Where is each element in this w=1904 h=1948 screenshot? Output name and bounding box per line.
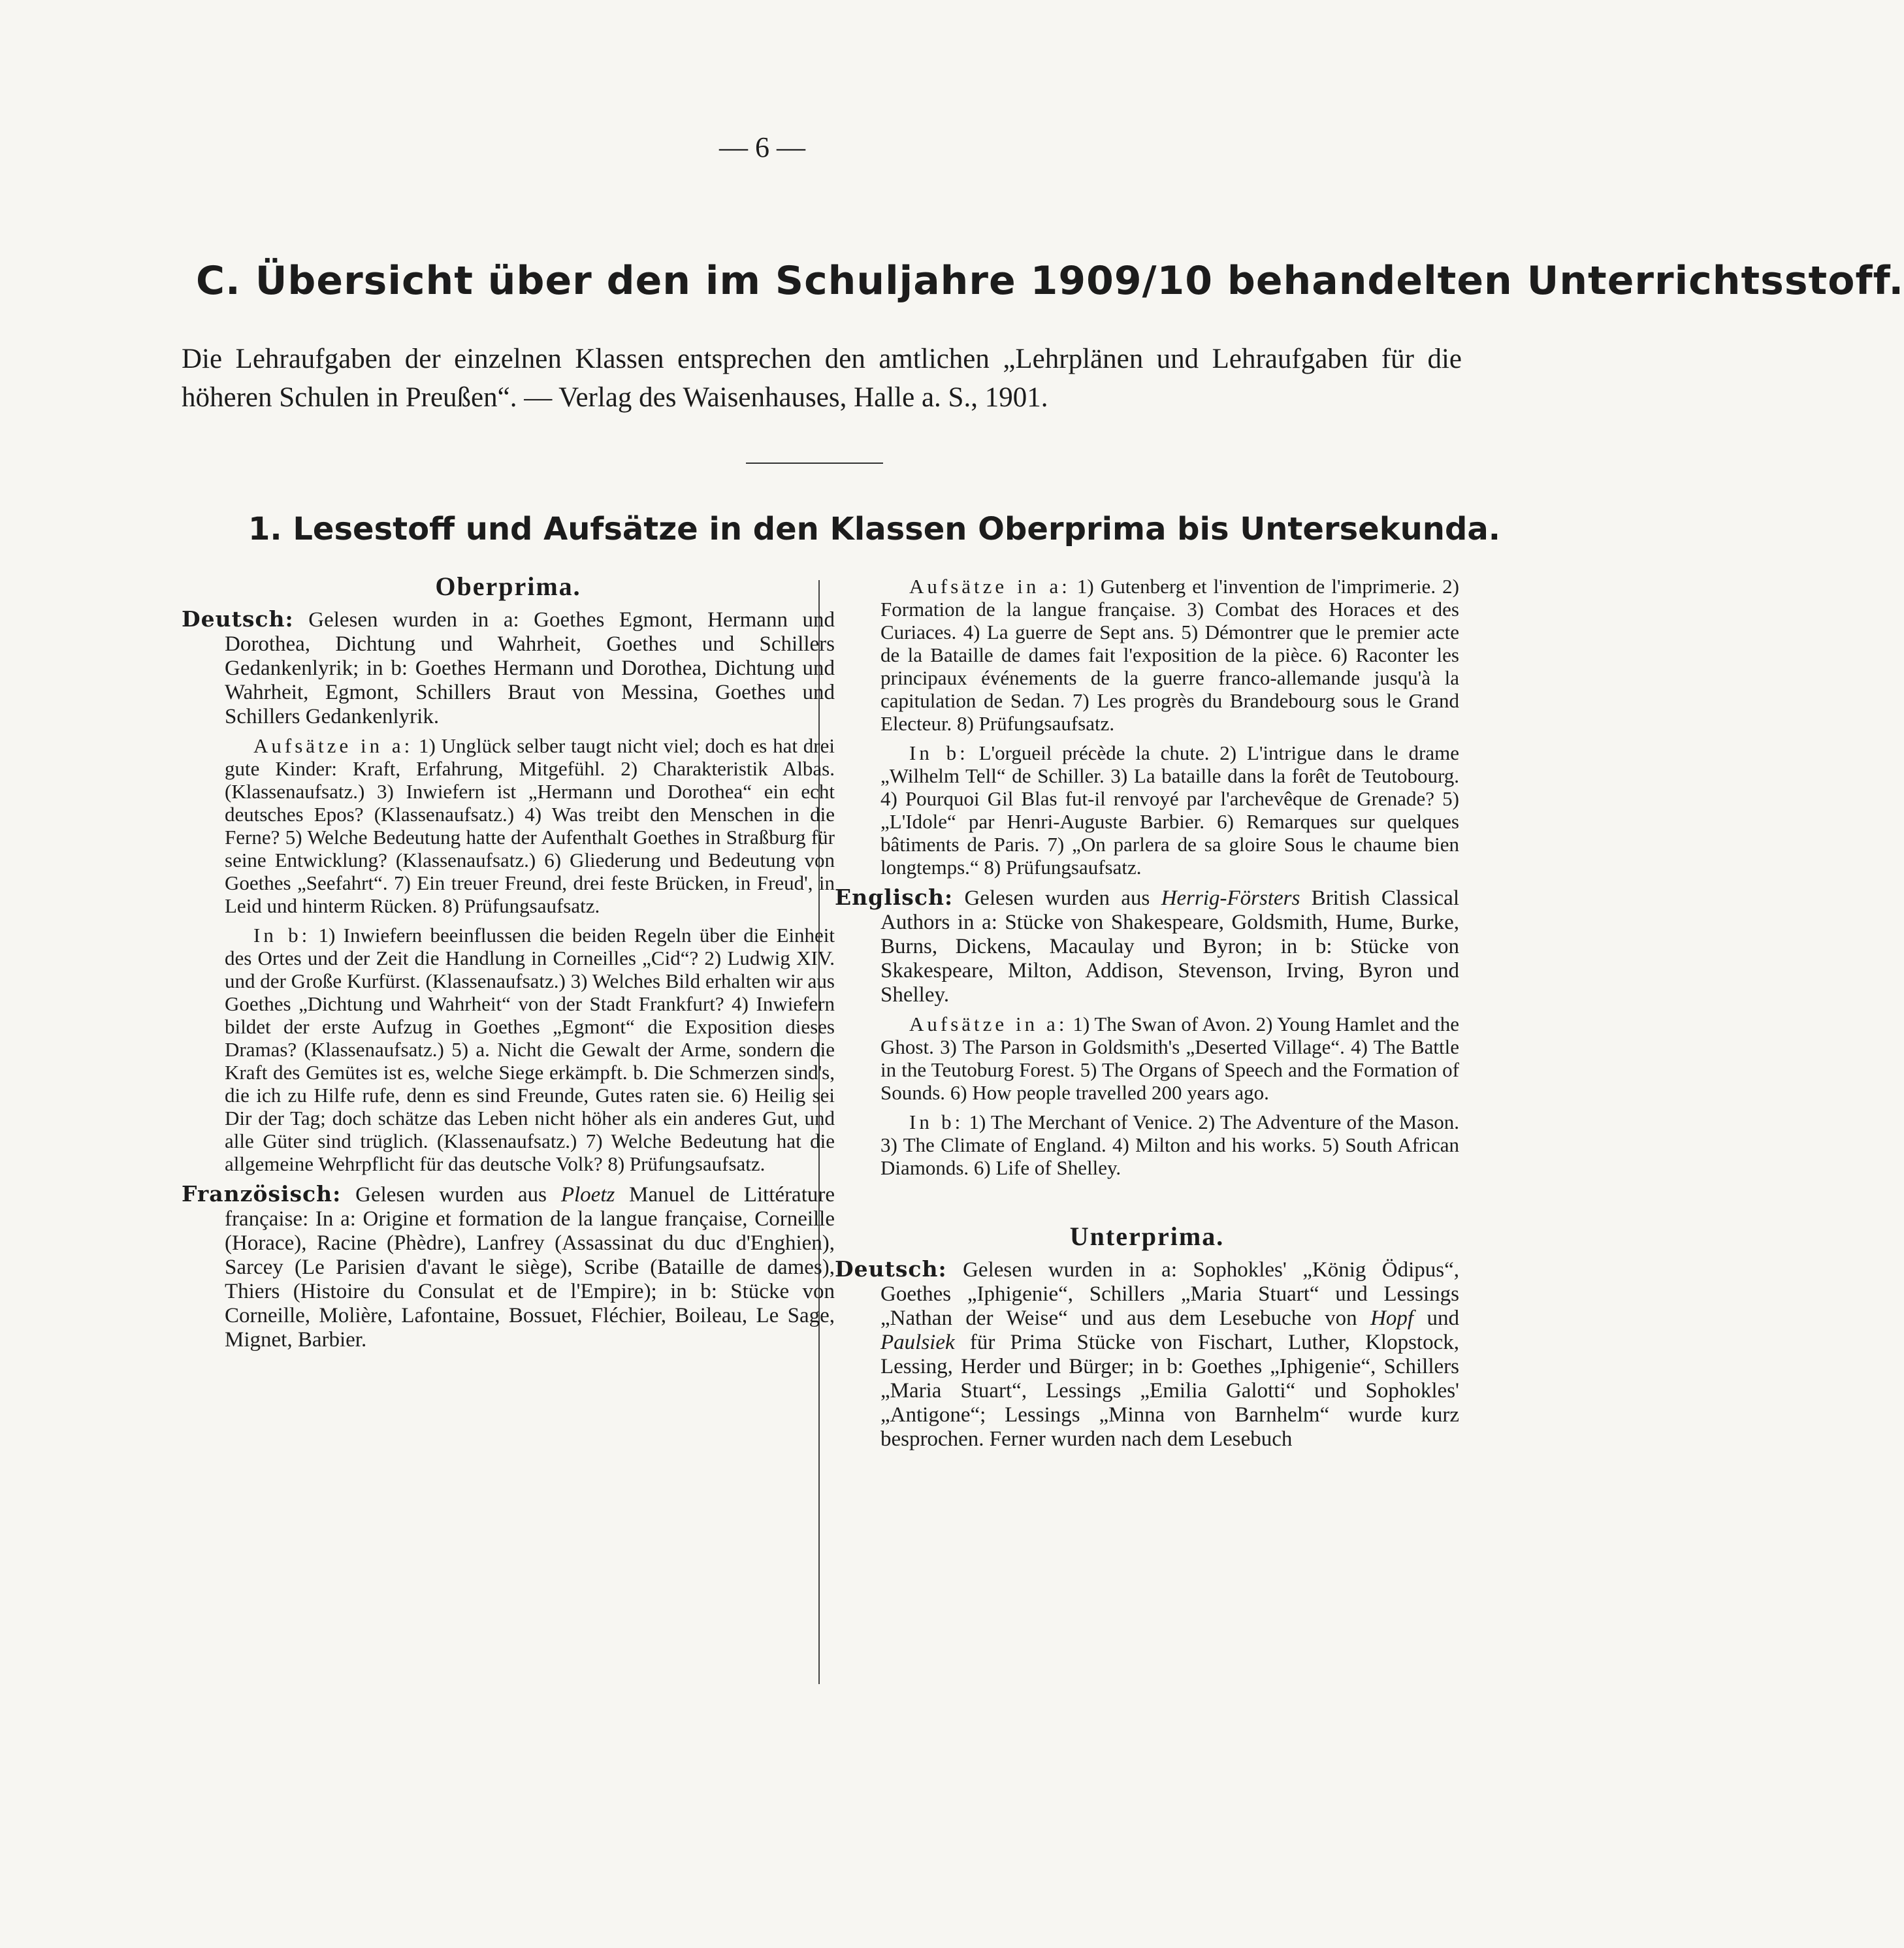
essays-label: In b: xyxy=(253,924,311,947)
essays-text: 1) Gutenberg et l'invention de l'imprimerie. 2) Formation de la langue française. 3) Combat des Horaces et des Curiaces. 4) La guerre de Sept ans. 5) Démontrer que le premier acte de la Bataille de dames fait l'exposition de la pièce. 6) Raconter les principaux événements de la guerre franco-allemande jusqu'à la capitulation de Sedan. 7) Les progrès du Brandebourg sous le Grand Electeur. 8) Prüfungsaufsatz. xyxy=(880,575,1459,735)
class-heading-oberprima: Oberprima. xyxy=(435,572,581,601)
essays-text: L'orgueil précède la chute. 2) L'intrigue dans le drame „Wilhelm Tell“ de Schiller. 3) La bataille dans la forêt de Teutobourg. 4) Pourquoi Gil Blas fut-il renvoyé par l'archevêque de Grenade? 5) „L'Idole“ par Henri-Auguste Barbier. 6) Remarques sur quelques bâtiments de Paris. 7) „On parlera de sa gloire Sous le chaume bien longtemps.“ 8) Prüfungsaufsatz. xyxy=(880,741,1459,879)
subject-label: Deutsch: xyxy=(182,606,294,632)
subject-label: Französisch: xyxy=(182,1181,342,1207)
section-title: C. Übersicht über den im Schuljahre 1909/10 behandelten Unterrichtsstoff. xyxy=(196,258,1904,304)
reading-pre: Gelesen wurden aus xyxy=(953,886,1161,910)
author-name: Ploetz xyxy=(560,1183,615,1207)
author-name: Paulsiek xyxy=(880,1331,955,1354)
author-name: Herrig-Försters xyxy=(1161,886,1300,910)
essays-text: 1) Unglück selber taugt nicht viel; doch es hat drei gute Kinder: Kraft, Erfahrung, Mitgefühl. 2) Charakteristik Albas. (Klassenaufsatz.) 3) Inwiefern ist „Hermann und Dorothea“ ein echt deutsches Epos? (Klassenaufsatz.) 4) Was treibt den Menschen in die Ferne? 5) Welche Bedeutung hatte der Aufenthalt Goethes in Straßburg für seine Entwicklung? (Klassenaufsatz.) 6) Gliederung und Bedeutung von Goethes „Seefahrt“. 7) Ein treuer Freund, drei feste Brücken, in Freud', in Leid und hinterm Rücken. 8) Prüfungsaufsatz. xyxy=(225,734,835,917)
reading-text: Gelesen wurden in a: Sophokles' „König Ödipus“, Goethes „Iphigenie“, Schillers „Maria Stuart“ und Lessings „Nathan der Weise“ und aus dem Lesebuche von xyxy=(880,1258,1459,1330)
subject-englisch xyxy=(835,885,1459,1007)
subject-label: Deutsch: xyxy=(835,1256,947,1282)
essays-a-deutsch xyxy=(225,734,835,917)
essays-label: In b: xyxy=(909,1111,964,1133)
separator-rule xyxy=(746,463,883,464)
reading-text: für Prima Stücke von Fischart, Luther, Klopstock, Lessing, Herder und Bürger; in b: Goethes „Iphigenie“, Schillers „Maria Stuart“, Lessings „Emilia Galotti“ und Sophokles' „Antigone“; Lessings „Minna von Barnhelm“ wurde kurz besprochen. Ferner wurden nach dem Lesebuch xyxy=(880,1331,1459,1451)
subject-franzoesisch xyxy=(182,1182,835,1352)
subject-deutsch-oberprima xyxy=(182,607,835,729)
essays-text: 1) Inwiefern beeinflussen die beiden Regeln über die Einheit des Ortes und der Zeit die Handlung in Corneilles „Cid“? 2) Ludwig XIV. und der Große Kurfürst. (Klassenaufsatz.) 3) Welches Bild erhalten wir aus Goethes „Dichtung und Wahrheit“ von der Stadt Frankfurt? 4) Inwiefern bildet der erste Aufzug in Goethes „Egmont“ die Exposition dieses Dramas? (Klassenaufsatz.) 5) a. Nicht die Gewalt der Arme, sondern die Kraft des Gemütes ist es, welche Siege erkämpft. b. Die Schmerzen sind's, die ich zu Hilfe rufe, denn es sind Freunde, Gutes raten sie. 6) Heilig sei Dir der Tag; doch schätze das Leben nicht höher als ein anderes Gut, und alle Güter sind trüglich. (Klassenaufsatz.) 7) Welche Bedeutung hat die allgemeine Wehrpflicht für das deutsche Volk? 8) Prüfungsaufsatz. xyxy=(225,924,835,1175)
essays-label: In b: xyxy=(909,741,969,764)
essays-label: Aufsätze in a: xyxy=(909,575,1071,598)
reading-text: und xyxy=(1413,1307,1459,1330)
essays-b-deutsch xyxy=(225,924,835,1175)
page-number: — 6 — xyxy=(719,131,805,163)
essays-text: 1) The Swan of Avon. 2) Young Hamlet and the Ghost. 3) The Parson in Goldsmith's „Deserted Village“. 4) The Battle in the Teutoburg Forest. 5) The Organs of Speech and the Formation of Sounds. 6) How people travelled 200 years ago. xyxy=(880,1013,1459,1104)
class-heading-unterprima: Unterprima. xyxy=(1069,1222,1225,1251)
reading-list: British Classical Authors in a: Stücke von Shakespeare, Goldsmith, Hume, Burke, Burns, Dickens, Macaulay und Byron; in b: Stücke von Skakespeare, Milton, Addison, Stevenson, Irving, Byron und Shelley. xyxy=(880,886,1459,1007)
right-column xyxy=(835,575,1459,1457)
essays-label: Aufsätze in a: xyxy=(909,1013,1068,1035)
intro-paragraph: Die Lehraufgaben der einzelnen Klassen entsprechen den amtlichen „Lehrplänen und Lehraufgaben für die höheren Schulen in Preußen“. — Verlag des Waisenhauses, Halle a. S., 1901. xyxy=(182,344,1462,413)
essays-b-englisch xyxy=(880,1111,1459,1179)
left-column xyxy=(182,572,835,1357)
essays-text: 1) The Merchant of Venice. 2) The Adventure of the Mason. 3) The Climate of England. 4) Milton and his works. 5) South African Diamonds. 6) Life of Shelley. xyxy=(880,1111,1460,1179)
essays-a-franzoesisch xyxy=(880,575,1459,735)
reading-list: Manuel de Littérature française: In a: Origine et formation de la langue française, Corneille (Horace), Racine (Phèdre), Lanfrey (Assassinat du duc d'Enghien), Sarcey (Le Parisien d'avant le siège), Scribe (Bataille de dames), Thiers (Histoire du Consulat et de l'Empire); in b: Stücke von Corneille, Molière, Lafontaine, Bossuet, Fléchier, Boileau, Le Sage, Mignet, Barbier. xyxy=(225,1183,835,1352)
subject-deutsch-unterprima xyxy=(835,1257,1459,1452)
essays-a-englisch xyxy=(880,1013,1459,1104)
essays-b-franzoesisch xyxy=(880,741,1459,879)
subject-label: Englisch: xyxy=(835,885,954,910)
author-name: Hopf xyxy=(1370,1307,1414,1330)
essays-label: Aufsätze in a: xyxy=(253,734,413,757)
subsection-title: 1. Lesestoff und Aufsätze in den Klassen Oberprima bis Untersekunda. xyxy=(248,511,1500,547)
reading-list: Gelesen wurden in a: Goethes Egmont, Hermann und Dorothea, Dichtung und Wahrheit, Goethes und Schillers Gedankenlyrik; in b: Goethes Hermann und Dorothea, Dichtung und Wahrheit, Egmont, Schillers Braut von Messina, Goethes und Schillers Gedankenlyrik. xyxy=(225,608,835,728)
reading-pre: Gelesen wurden aus xyxy=(341,1183,561,1207)
